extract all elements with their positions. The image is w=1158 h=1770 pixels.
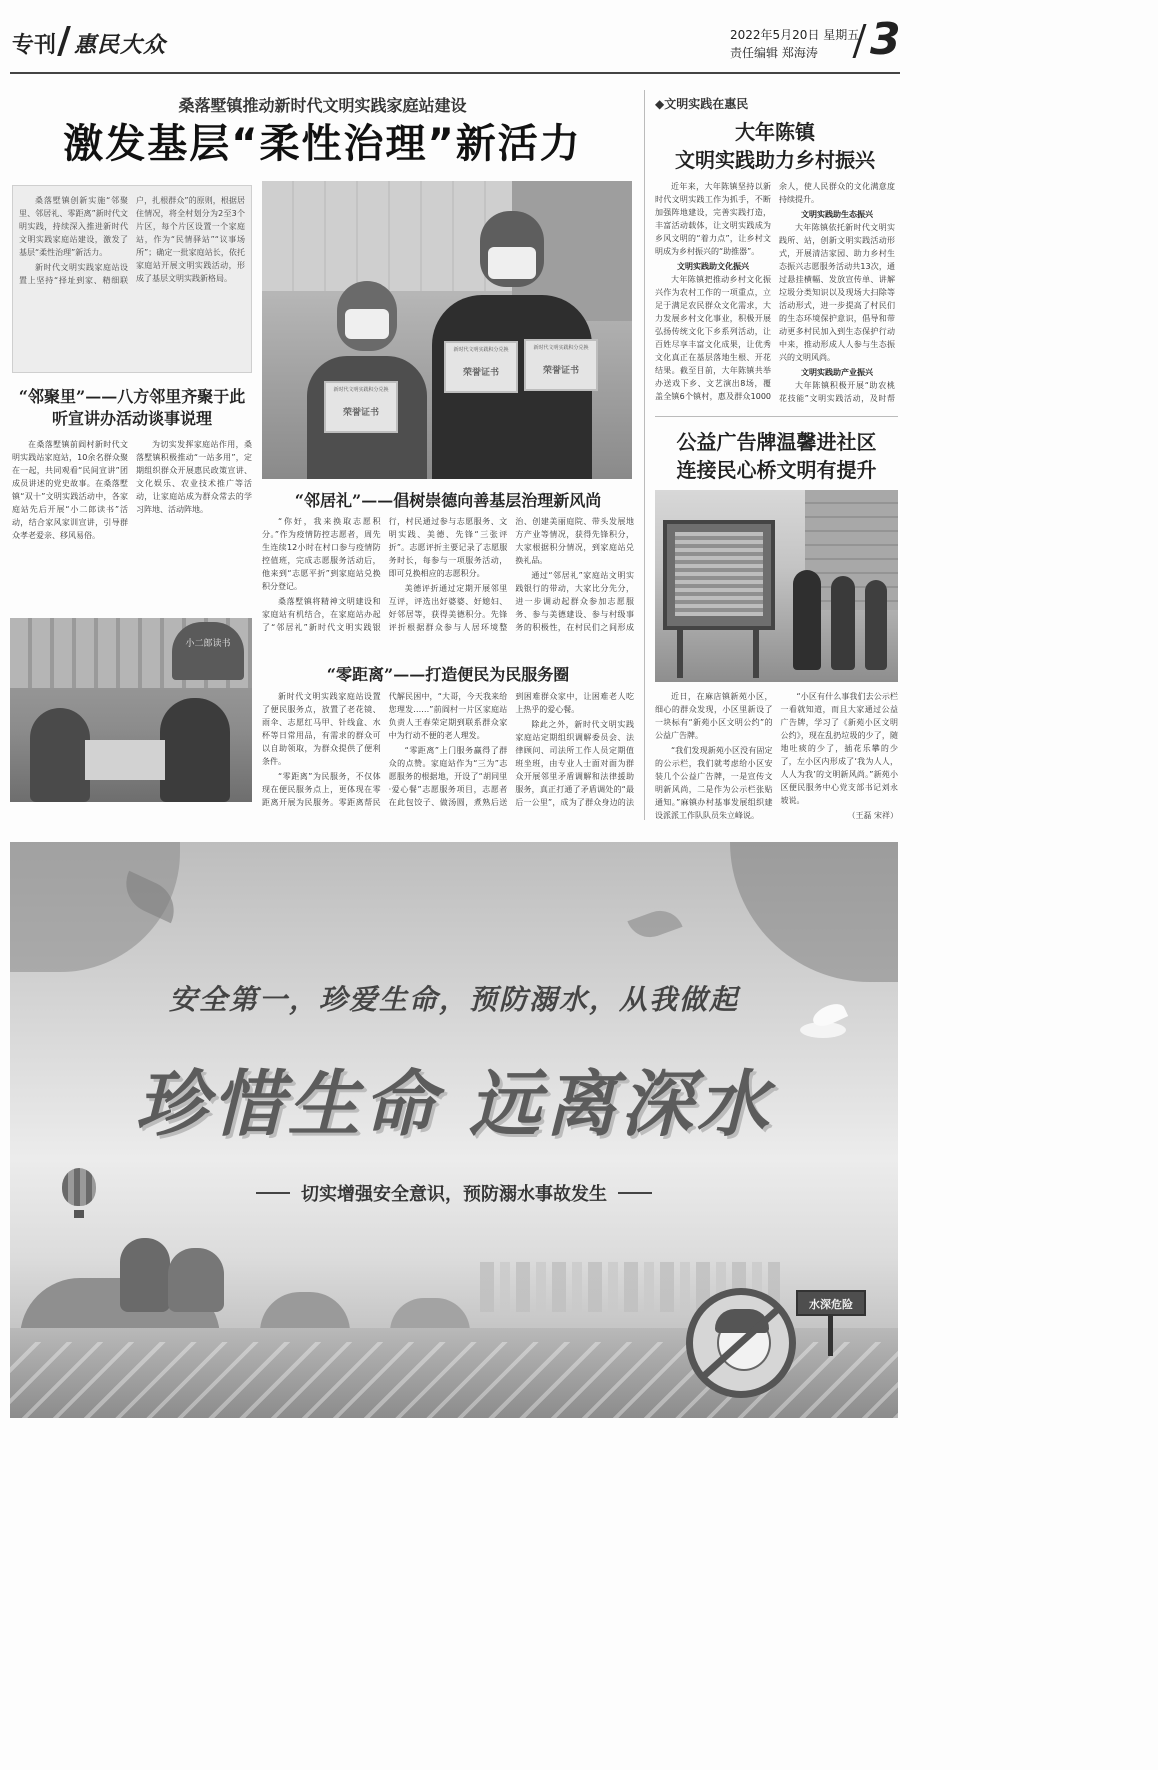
danger-sign-board: [796, 1290, 866, 1316]
sec3-body: [262, 690, 634, 818]
sec1-heading: “邻聚里”——八方邻里齐聚于此 听宣讲办活动谈事说理: [18, 387, 246, 428]
billboard-photo: [655, 490, 898, 682]
certificate-card: [524, 339, 598, 391]
sec1-paragraph: 在桑落墅镇前阎村新时代文明实践站家庭站，10余名群众聚在一起，共同观看“民间宣讲”团成员讲述的党史故事。在桑落墅镇“双十”文明实践活动中，各家庭站先后开展“小二郎读书”活动，结合家风家训宣讲，引导群众孝老爱亲、移风易俗。: [12, 440, 128, 540]
sec3-heading: “零距离”——打造便民为民服务圈: [326, 665, 570, 684]
tree-cluster: [260, 1292, 350, 1332]
lead-photo: [262, 181, 632, 479]
rescuer-figure: [120, 1238, 170, 1312]
sec3-paragraph: “零距离”为民服务，不仅体现在便民服务点上，更体现在零距离开展为民服务。零距离帮民代解民困中，“大哥，今天我来给您理发……”前阎村一片区家庭站负责人王春荣定期到联系群众家中为行动不便的老人理发。: [262, 692, 508, 807]
water-safety-ad: [10, 842, 898, 1418]
right-top-paragraph: 大年陈镇依托新时代文明实践所、站，创新文明实践活动形式，开展清洁家园、助力乡村生态振兴志愿服务活动共13次，通过悬挂横幅、发放宣传单、讲解垃圾分类知识以及现场大扫除等活动形式，进一步提高了村民们的生态环境保护意识，倡导和带动更多村民加入到生态保护行动中来，推动形成人人参与生态振兴的文明风尚。: [779, 223, 895, 362]
rescuer-figure: [168, 1248, 224, 1312]
billboard-post: [677, 628, 683, 678]
slash-divider: [57, 26, 71, 56]
right-top-paragraph: 大年陈镇把推动乡村文化振兴作为农村工作的一项重点，立足于满足农民群众文化需求，大力发展乡村文化事业，积极开展弘扬传统文化下乡系列活动，让百姓尽享丰富文化成果，让优秀文化真正在基层落地生根、开花结果。截至目前，大年陈镇共举办送戏下乡、文艺演出8场，覆盖全镇6个镇村，惠及群众1000余人，使人民群众的文化满意度持续提升。: [655, 182, 895, 401]
certificate-banner: 新时代文明实践积分兑换: [333, 387, 389, 393]
sec3-paragraph: 新时代文明实践家庭站设置了便民服务点，放置了老花镜、雨伞、志愿红马甲、针线盒、水杯等日常用品，有需求的群众可以自助领取，为群众提供了便利条件。: [262, 692, 381, 766]
billboard: [663, 520, 775, 630]
column-divider: [644, 90, 645, 820]
worker-figure: [793, 570, 821, 670]
lead-kicker: 桑落墅镇推动新时代文明实践家庭站建设: [178, 96, 467, 115]
photo-sign-board: [172, 622, 244, 680]
right-divider: [655, 416, 898, 417]
billboard-post: [753, 628, 759, 678]
certificate-title: 荣誉证书: [542, 366, 579, 376]
certificate-banner: 新时代文明实践积分兑换: [453, 347, 509, 353]
right-bottom-credit: （王磊 宋祥）: [847, 811, 898, 820]
tagline-rule-left: [256, 1192, 290, 1194]
worker-figure: [865, 580, 887, 670]
right-top-headline-line1: 大年陈镇: [735, 120, 815, 144]
right-top-subhead: 文明实践助生态振兴: [801, 210, 873, 219]
editor-credit: 责任编辑 郑海涛: [730, 46, 818, 60]
kids-reading-photo: [10, 618, 252, 802]
danger-sign-post: [828, 1316, 833, 1356]
dove-icon: [790, 1012, 860, 1042]
right-top-headline-line2: 文明实践助力乡村振兴: [675, 148, 875, 172]
right-bottom-paragraph: “我们发现新苑小区没有固定的公示栏，我们就考虑给小区安装几个公益广告牌，一是宣传文明新风尚，二是作为公示栏张贴通知。”麻镇办村基事发展组织建设派派工作队队员朱立峰说。: [655, 746, 773, 820]
right-bottom-paragraph: 近日，在麻店镇新苑小区，细心的群众发现，小区里新设了一块标有“新苑小区文明公约”的公益广告牌。: [655, 692, 773, 740]
right-top-body: [655, 180, 895, 410]
paper-name: 惠民大众: [74, 32, 167, 58]
certificate-card: [444, 341, 518, 393]
certificate-banner: 新时代文明实践积分兑换: [533, 345, 589, 351]
right-top-subhead: 文明实践助文化振兴: [677, 262, 749, 271]
lead-intro-box: [12, 185, 252, 373]
person-left: [307, 271, 427, 479]
sec3-paragraph: 除此之外，新时代文明实践家庭站定期组织调解委员会、法律顾问、司法所工作人员定期值班坐班，由专业人士面对面为群众开展邻里矛盾调解和法律援助服务，真正打通了矛盾调处的“最后一公里”，成为了群众身边的法: [515, 720, 634, 807]
lead-intro-paragraph: 新时代文明实践家庭站设置上坚持“择址到家、精细联户，扎根群众”的原则，根据居住情况，将全村划分为2至3个片区，每个片区设置一个家庭站，作为“民情驿站”“议事场所”；确定一批家庭站长，依托家庭站开展文明实践活动，形成了基层文明实践新格局。: [19, 196, 245, 285]
sec2-paragraph: 美德评折通过定期开展邻里互评，评选出好婆婆、好媳妇、好邻居等，获得美德积分。先锋评折根据群众参与人居环境整治、创建美丽庭院、带头发展地方产业等情况，获得先锋积分，大家根据积分情况，到家庭站兑换礼品。: [388, 517, 634, 632]
ad-slogan-top: 安全第一，珍爱生命，预防溺水，从我做起: [168, 983, 739, 1016]
masthead: [10, 14, 900, 72]
sec3-paragraph: “零距离”上门服务赢得了群众的点赞。家庭站作为“三为”志愿服务的根据地，开设了“胡同里·爱心餐”志愿服务项目，志愿者在此包饺子、做汤圆，煮熟后送到困难群众家中，让困难老人吃上热乎的爱心餐。: [388, 692, 634, 807]
section-label: 专刊: [12, 32, 57, 58]
tagline-rule-right: [618, 1192, 652, 1194]
sec1-paragraph: 为切实发挥家庭站作用，桑落墅镇积极推动“一站多用”，定期组织群众开展惠民政策宣讲、文化娱乐、农业技术推广等活动，让家庭站成为群众常去的学习阵地、活动阵地。: [136, 440, 252, 514]
worker-figure: [831, 576, 855, 670]
sec2-paragraph: “你好，我来换取志愿积分。”作为疫情防控志愿者，周先生连续12小时在村口参与疫情防控值班，完成志愿服务活动后，他来到“志愿平折”到家庭站兑换积分登记。: [262, 517, 381, 591]
ad-headline: 珍惜生命 远离深水: [135, 1062, 773, 1146]
page-number: 3: [870, 14, 901, 65]
ad-tagline-row: [10, 1180, 898, 1204]
child-figure: [160, 698, 230, 802]
table-books: [85, 740, 165, 780]
sec2-paragraph: 桑落墅镇将精神文明建设和家庭站有机结合，在家庭站办起了“邻居礼”新时代文明实践银行，村民通过参与志愿服务、文明实践、美德、先锋“三张评折”。志愿评折主要记录了志愿服务时长，每参与一项服务活动，即可兑换相应的志愿积分。: [262, 517, 508, 632]
sec2-paragraph: 通过“邻居礼”家庭站文明实践银行的带动，大家比分先分，进一步调动起群众参加志愿服务、参与美德建设、参与村级事务的积极性，在村民们之间形成: [515, 571, 634, 632]
column-tag: ◆文明实践在惠民: [655, 97, 749, 111]
lead-intro-paragraph: 桑落墅镇创新实施“邻聚里、邻居礼、零距离”新时代文明实践，持续深入推进新时代文明实践家庭站建设，激发了基层“柔性治理”新活力。: [19, 196, 128, 257]
balloon-icon: [62, 1168, 96, 1220]
masthead-rule: [10, 72, 900, 74]
child-figure: [30, 708, 90, 802]
certificate-title: 荣誉证书: [342, 408, 379, 418]
lead-headline: 激发基层“柔性治理”新活力: [63, 121, 582, 167]
danger-sign-text: 水深危险: [809, 1298, 853, 1311]
right-bottom-paragraph: “小区有什么事我们去公示栏一看就知道，而且大家通过公益广告牌，学习了《新苑小区文明公约》，现在乱扔垃圾的少了，随地吐痰的少了，插花乐攀的少了，左小区内形成了‘我为人人，人人为我’的文明新风尚。”新苑小区便民服务中心党支部书记刘永坡说。: [780, 692, 898, 805]
issue-date: 2022年5月20日 星期五: [730, 28, 860, 42]
sec2-heading: “邻居礼”——倡树崇德向善基层治理新风尚: [294, 491, 602, 510]
leaf-decoration: [627, 904, 682, 944]
photo-sign-text: 小二郎读书: [185, 639, 231, 649]
ad-tagline: 切实增强安全意识，预防溺水事故发生: [301, 1184, 607, 1205]
right-bottom-body: [655, 690, 898, 822]
certificate-card: [324, 381, 398, 433]
sec1-body: [12, 438, 252, 598]
sec2-body: [262, 515, 634, 641]
right-top-paragraph: 大年陈镇积极开展“助农桃花技能”文明实践活动，及时帮: [779, 381, 895, 403]
leaf-decoration: [730, 842, 898, 982]
right-bottom-headline-line1: 公益广告牌温馨进社区: [676, 430, 877, 454]
right-bottom-headline-line2: 连接民心桥文明有提升: [676, 458, 877, 482]
tree-cluster: [390, 1298, 470, 1332]
certificate-title: 荣誉证书: [462, 368, 499, 378]
right-top-intro: 近年来，大年陈镇坚持以新时代文明实践工作为抓手，不断加强阵地建设，完善实践打造，丰富活动载体，让文明实践成为乡风文明的“着力点”，让乡村文明成为乡村振兴的“助推器”。: [655, 182, 771, 256]
right-top-subhead: 文明实践助产业振兴: [801, 368, 873, 377]
no-swimming-sign: [686, 1288, 796, 1398]
